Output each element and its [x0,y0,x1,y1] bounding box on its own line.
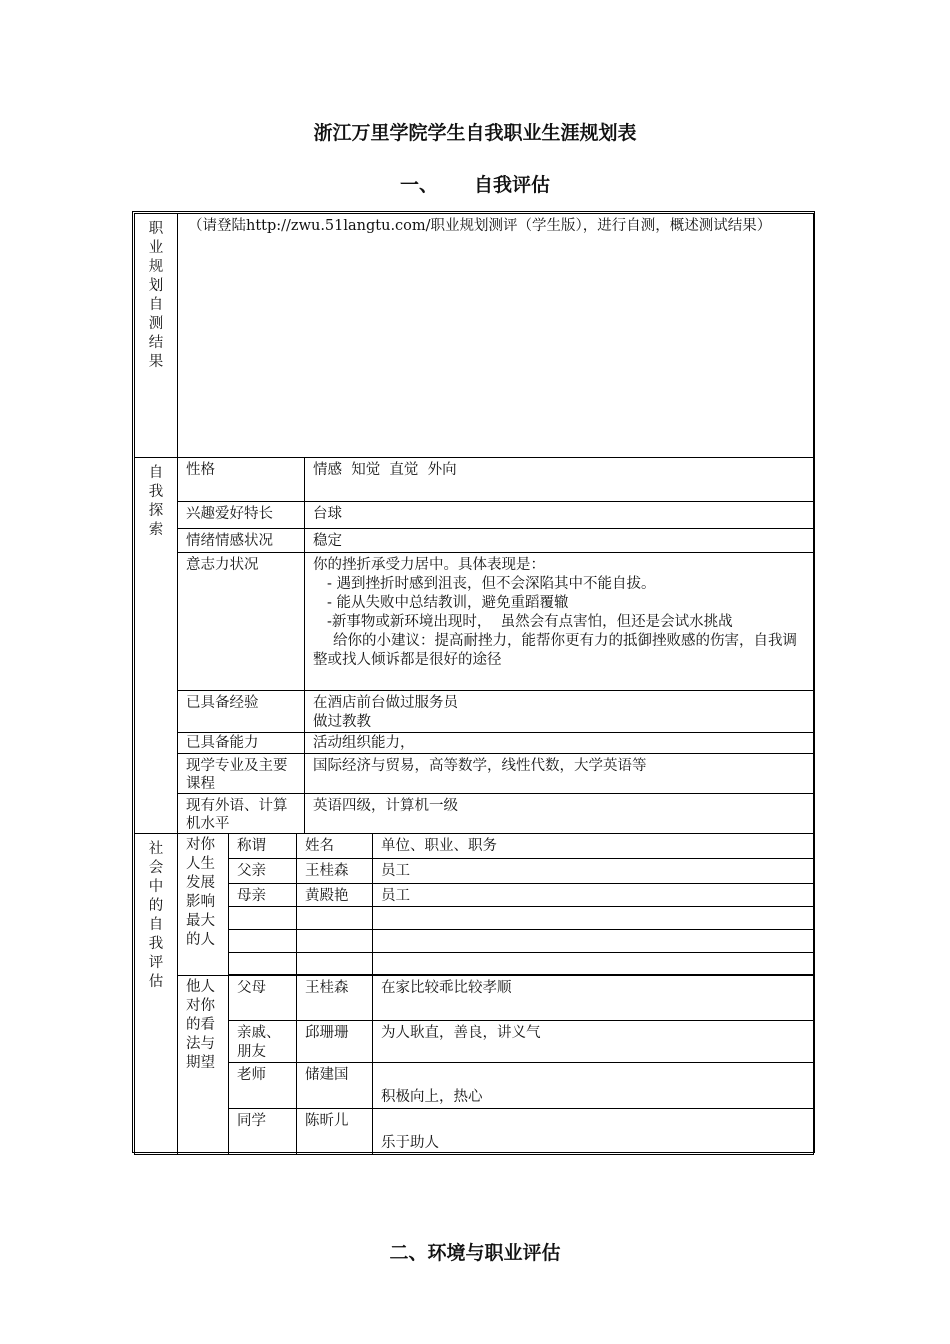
willpower-line-2: - 遇到挫折时感到沮丧，但不会深陷其中不能自拔。 [327,576,656,592]
value-personality: 情感 知觉 直觉 外向 [305,458,814,502]
influencer-label: 对你人生发展影响最大的人 [178,834,229,976]
opinion-name: 邱珊珊 [297,1021,373,1063]
self-test-instruction: （请登陆http://zwu.51langtu.com/职业规划测评（学生版），进行自测，概述测试结果） [178,214,814,458]
influencer-title [229,953,297,975]
influencer-name: 黄殿艳 [297,884,373,907]
opinion-row [135,976,814,1021]
influencer-title [229,907,297,930]
header-title: 称谓 [229,834,297,859]
section-2-heading: 二、环境与职业评估 [389,1242,561,1264]
influencer-org: 员工 [373,859,814,884]
influencer-org: 员工 [373,884,814,907]
influencer-title [229,930,297,953]
exploration-row-ability [135,733,814,754]
section-1-title: 自我评估 [474,174,551,196]
experience-line-1: 在酒店前台做过服务员 [313,695,458,711]
influencer-title: 父亲 [229,859,297,884]
section-1-number: 一、 [399,174,438,196]
influencer-org [373,907,814,930]
influencer-row [135,907,814,930]
social-label: 社会中的自我评估 [135,834,178,1155]
exploration-row-experience [135,691,814,733]
section-1-heading [0,170,950,197]
opinion-row [135,1021,814,1063]
opinion-relation: 父母 [229,976,297,1021]
influencer-name [297,930,373,953]
opinion-text: 积极向上，热心 [373,1063,814,1109]
value-hobby: 台球 [305,502,814,529]
experience-line-2: 做过教教 [313,714,371,730]
field-willpower: 意志力状况 [178,553,305,691]
opinion-row [135,1063,814,1109]
influencer-header-row [135,834,814,859]
influencer-org [373,930,814,953]
exploration-row-willpower [135,553,814,691]
document-title: 浙江万里学院学生自我职业生涯规划表 [313,122,637,144]
field-language: 现有外语、计算机水平 [178,794,305,834]
opinion-row [135,1109,814,1155]
field-hobby: 兴趣爱好特长 [178,502,305,529]
self-exploration-label: 自我探索 [135,458,178,834]
willpower-line-1: 你的挫折承受力居中。具体表现是： [313,557,545,573]
self-test-row [135,214,814,458]
influencer-row [135,930,814,953]
field-experience: 已具备经验 [178,691,305,733]
value-experience [305,691,814,733]
header-org: 单位、职业、职务 [373,834,814,859]
field-emotion: 情绪情感状况 [178,529,305,553]
opinion-text: 为人耿直，善良，讲义气 [373,1021,814,1063]
opinion-label: 他人对你的看法与期望 [178,976,229,1155]
self-assessment-form [134,213,813,1151]
value-willpower [305,553,814,691]
opinion-text: 在家比较乖比较孝顺 [373,976,814,1021]
opinion-name: 储建国 [297,1063,373,1109]
opinion-relation: 亲戚、朋友 [229,1021,297,1063]
value-language: 英语四级，计算机一级 [305,794,814,834]
willpower-line-3: - 能从失败中总结教训，避免重蹈覆辙 [327,595,569,611]
opinion-text: 乐于助人 [373,1109,814,1155]
self-test-label: 职业规划自测结果 [135,214,178,458]
opinion-name: 陈昕儿 [297,1109,373,1155]
willpower-line-4: -新事物或新环境出现时， 虽然会有点害怕，但还是会试水挑战 [327,614,733,630]
influencer-name: 王桂森 [297,859,373,884]
header-name: 姓名 [297,834,373,859]
influencer-row [135,859,814,884]
opinion-relation: 同学 [229,1109,297,1155]
influencer-row [135,884,814,907]
field-personality: 性格 [178,458,305,502]
opinion-name: 王桂森 [297,976,373,1021]
influencer-title: 母亲 [229,884,297,907]
influencer-name [297,907,373,930]
exploration-row-language [135,794,814,834]
value-ability: 活动组织能力， [305,733,814,754]
exploration-row-major [135,754,814,794]
willpower-line-5: 给你的小建议：提高耐挫力，能帮你更有力的抵御挫败感的伤害，自我调整或找人倾诉都是很好的途径 [313,633,797,668]
value-major: 国际经济与贸易，高等数学，线性代数，大学英语等 [305,754,814,794]
value-emotion: 稳定 [305,529,814,553]
field-major: 现学专业及主要课程 [178,754,305,794]
exploration-row-personality [135,458,814,502]
exploration-row-hobby [135,502,814,529]
opinion-relation: 老师 [229,1063,297,1109]
exploration-row-emotion [135,529,814,553]
influencer-org [373,953,814,975]
influencer-row [135,953,814,975]
influencer-name [297,953,373,975]
field-ability: 已具备能力 [178,733,305,754]
